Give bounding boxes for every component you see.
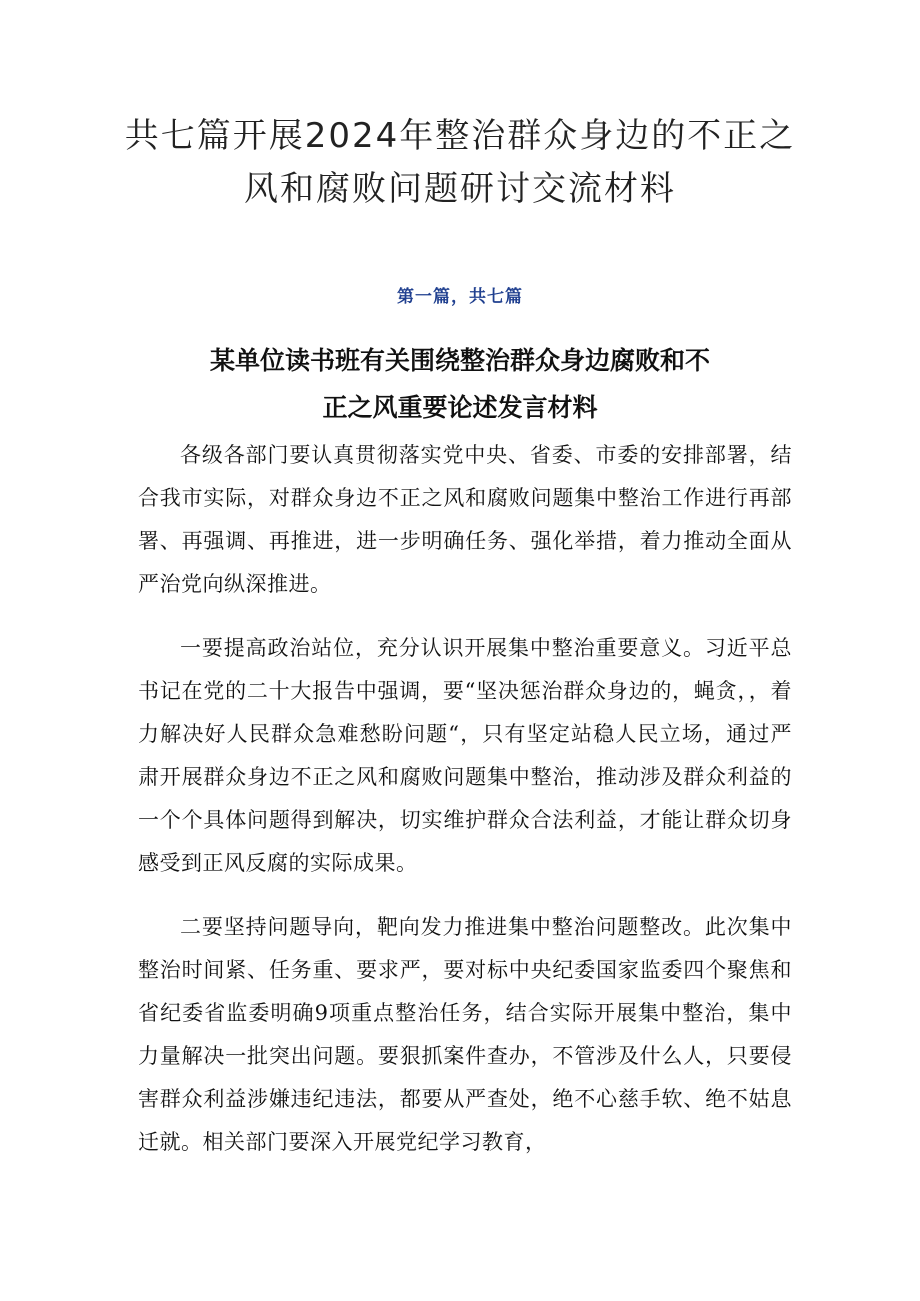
document-title xyxy=(110,110,810,216)
article-body xyxy=(138,434,792,1185)
article-title xyxy=(130,337,790,431)
document-title-line-2: 风和腐败问题研讨交流材料 xyxy=(244,169,676,209)
paragraph: 一要提高政治站位，充分认识开展集中整治重要意义。习近平总书记在党的二十大报告中强调，要“坚决惩治群众身边的，蝇贪，，着力解决好人民群众急难愁盼问题“，只有坚定站稳人民立场，通过严肃开展群众身边不正之风和腐败问题集中整治，推动涉及群众利益的一个个具体问题得到解决，切实维护群众合法利益，才能让群众切身感受到正风反腐的实际成果。 xyxy=(138,636,792,875)
article-title-line-1: 某单位读书班有关围绕整治群众身边腐败和不 xyxy=(209,346,710,375)
paragraph: 各级各部门要认真贯彻落实党中央、省委、市委的安排部署，结合我市实际，对群众身边不正之风和腐败问题集中整治工作进行再部署、再强调、再推进，进一步明确任务、强化举措，着力推动全面从严治党向纵深推进。 xyxy=(138,443,792,596)
paragraph: 二要坚持问题导向，靶向发力推进集中整治问题整改。此次集中整治时间紧、任务重、要求严，要对标中央纪委国家监委四个聚焦和省纪委省监委明确9项重点整治任务，结合实际开展集中整治，集中力量解决一批突出问题。要狠抓案件查办，不管涉及什么人，只要侵害群众利益涉嫌违纪违法，都要从严查处，绝不心慈手软、绝不姑息迁就。相关部门要深入开展党纪学习教育， xyxy=(138,915,792,1154)
document-title-line-1: 共七篇开展2024年整治群众身边的不正之 xyxy=(124,116,796,156)
article-title-line-2: 正之风重要论述发言材料 xyxy=(322,393,598,422)
section-label: 第一篇，共七篇 xyxy=(397,287,523,307)
